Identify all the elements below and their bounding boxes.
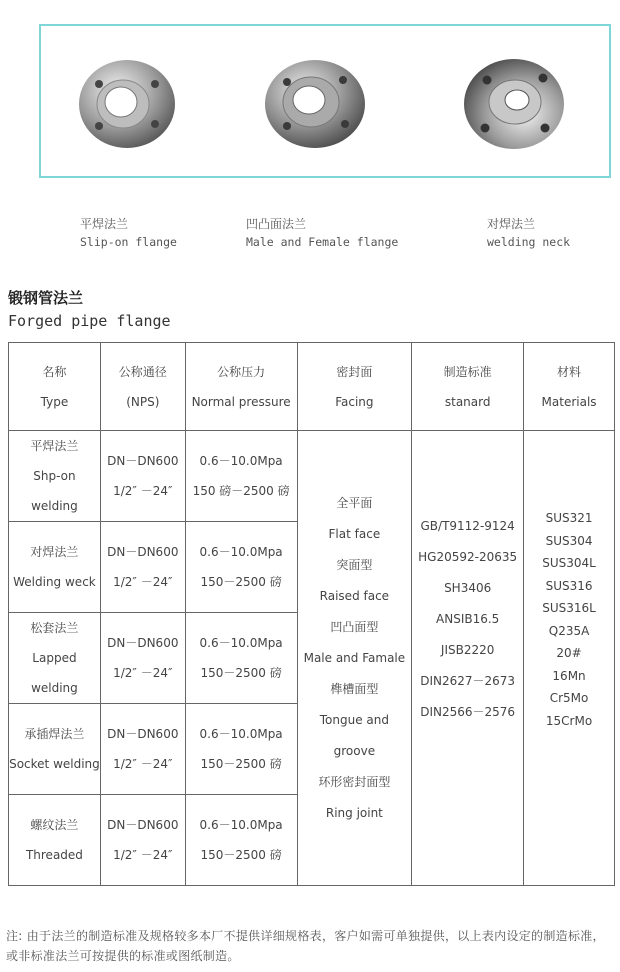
caption-zh: 平焊法兰 (80, 217, 129, 231)
cell-type: 平焊法兰 Shp-on welding (9, 431, 101, 522)
material-item: SUS316 (545, 578, 593, 593)
header-nps: 公称通径 (NPS) (100, 343, 185, 431)
header-type: 名称 Type (9, 343, 101, 431)
standard-item: JISB2220 (440, 643, 495, 657)
product-caption-2 (246, 215, 398, 251)
materials-list (524, 507, 614, 732)
table-row (9, 431, 615, 522)
footnote: 注: 由于法兰的制造标准及规格较多本厂不提供详细规格表，客户如需可单独提供，以上表内设定的制造标准，或非标准法兰可按提供的标准或图纸制造。 (6, 929, 605, 963)
facing-item: Raised face (319, 588, 390, 603)
facing-item: 榫槽面型 (330, 681, 379, 696)
cell-standards (412, 431, 524, 886)
caption-en: Slip-on flange (80, 235, 177, 249)
welding-neck-flange-image (461, 54, 567, 154)
cell-type: 松套法兰 Lapped welding (9, 613, 101, 704)
cell-nps: DN－DN600 1/2″ －24″ (100, 522, 185, 613)
material-item: SUS316L (542, 601, 596, 615)
standard-item: SH3406 (444, 581, 492, 595)
standard-item: DIN2627－2673 (420, 674, 516, 688)
caption-en: Male and Female flange (246, 235, 399, 249)
standard-item: ANSIB16.5 (436, 612, 500, 626)
slip-on-flange-image (77, 54, 177, 154)
standard-item: DIN2566－2576 (420, 705, 516, 719)
cell-nps: DN－DN600 1/2″ －24″ (100, 795, 185, 886)
facing-item: 全平面 (336, 495, 373, 510)
facing-item: 凹凸面型 (330, 619, 379, 634)
facing-item: Tongue and groove (319, 712, 389, 758)
header-facing: 密封面 Facing (297, 343, 412, 431)
cell-pressure: 0.6－10.0Mpa 150 磅－2500 磅 (185, 431, 297, 522)
material-item: 16Mn (552, 668, 586, 683)
header-pressure: 公称压力 Normal pressure (185, 343, 297, 431)
cell-pressure: 0.6－10.0Mpa 150－2500 磅 (185, 795, 297, 886)
caption-zh: 对焊法兰 (487, 217, 536, 231)
standard-item: HG20592-20635 (418, 550, 518, 564)
cell-materials (524, 431, 615, 886)
material-item: Q235A (548, 623, 590, 638)
material-item: SUS304L (542, 556, 596, 570)
material-item: 20# (556, 646, 582, 660)
material-item: 15CrMo (545, 713, 593, 728)
cell-nps: DN－DN600 1/2″ －24″ (100, 431, 185, 522)
header-materials: 材料 Materials (524, 343, 615, 431)
material-item: SUS304 (545, 533, 593, 548)
cell-type: 承插焊法兰 Socket welding (9, 704, 101, 795)
product-photo-frame (39, 24, 611, 178)
facing-list (298, 488, 412, 829)
standard-item: GB/T9112-9124 (420, 519, 515, 533)
standards-list (412, 511, 523, 728)
caption-zh: 凹凸面法兰 (246, 217, 307, 231)
facing-item: 环形密封面型 (318, 774, 391, 789)
section-title-en: Forged pipe flange (8, 312, 171, 330)
cell-nps: DN－DN600 1/2″ －24″ (100, 704, 185, 795)
material-item: SUS321 (545, 511, 593, 525)
male-female-flange-image (263, 54, 367, 154)
section-title-zh: 锻钢管法兰 (8, 289, 84, 307)
cell-type: 对焊法兰 Welding weck (9, 522, 101, 613)
cell-pressure: 0.6－10.0Mpa 150－2500 磅 (185, 613, 297, 704)
material-item: Cr5Mo (549, 691, 589, 705)
facing-item: Male and Famale (303, 650, 406, 665)
facing-item: Ring joint (325, 805, 383, 820)
cell-nps: DN－DN600 1/2″ －24″ (100, 613, 185, 704)
product-caption-1 (80, 215, 177, 251)
cell-pressure: 0.6－10.0Mpa 150－2500 磅 (185, 522, 297, 613)
flange-spec-table (8, 342, 615, 886)
cell-facing (297, 431, 412, 886)
table-header-row (9, 343, 615, 431)
cell-pressure: 0.6－10.0Mpa 150－2500 磅 (185, 704, 297, 795)
product-caption-3 (487, 215, 570, 251)
facing-item: 突面型 (336, 557, 373, 572)
cell-type: 螺纹法兰 Threaded (9, 795, 101, 886)
header-standard: 制造标准 stanard (412, 343, 524, 431)
facing-item: Flat face (328, 526, 381, 541)
caption-en: welding neck (487, 235, 571, 249)
